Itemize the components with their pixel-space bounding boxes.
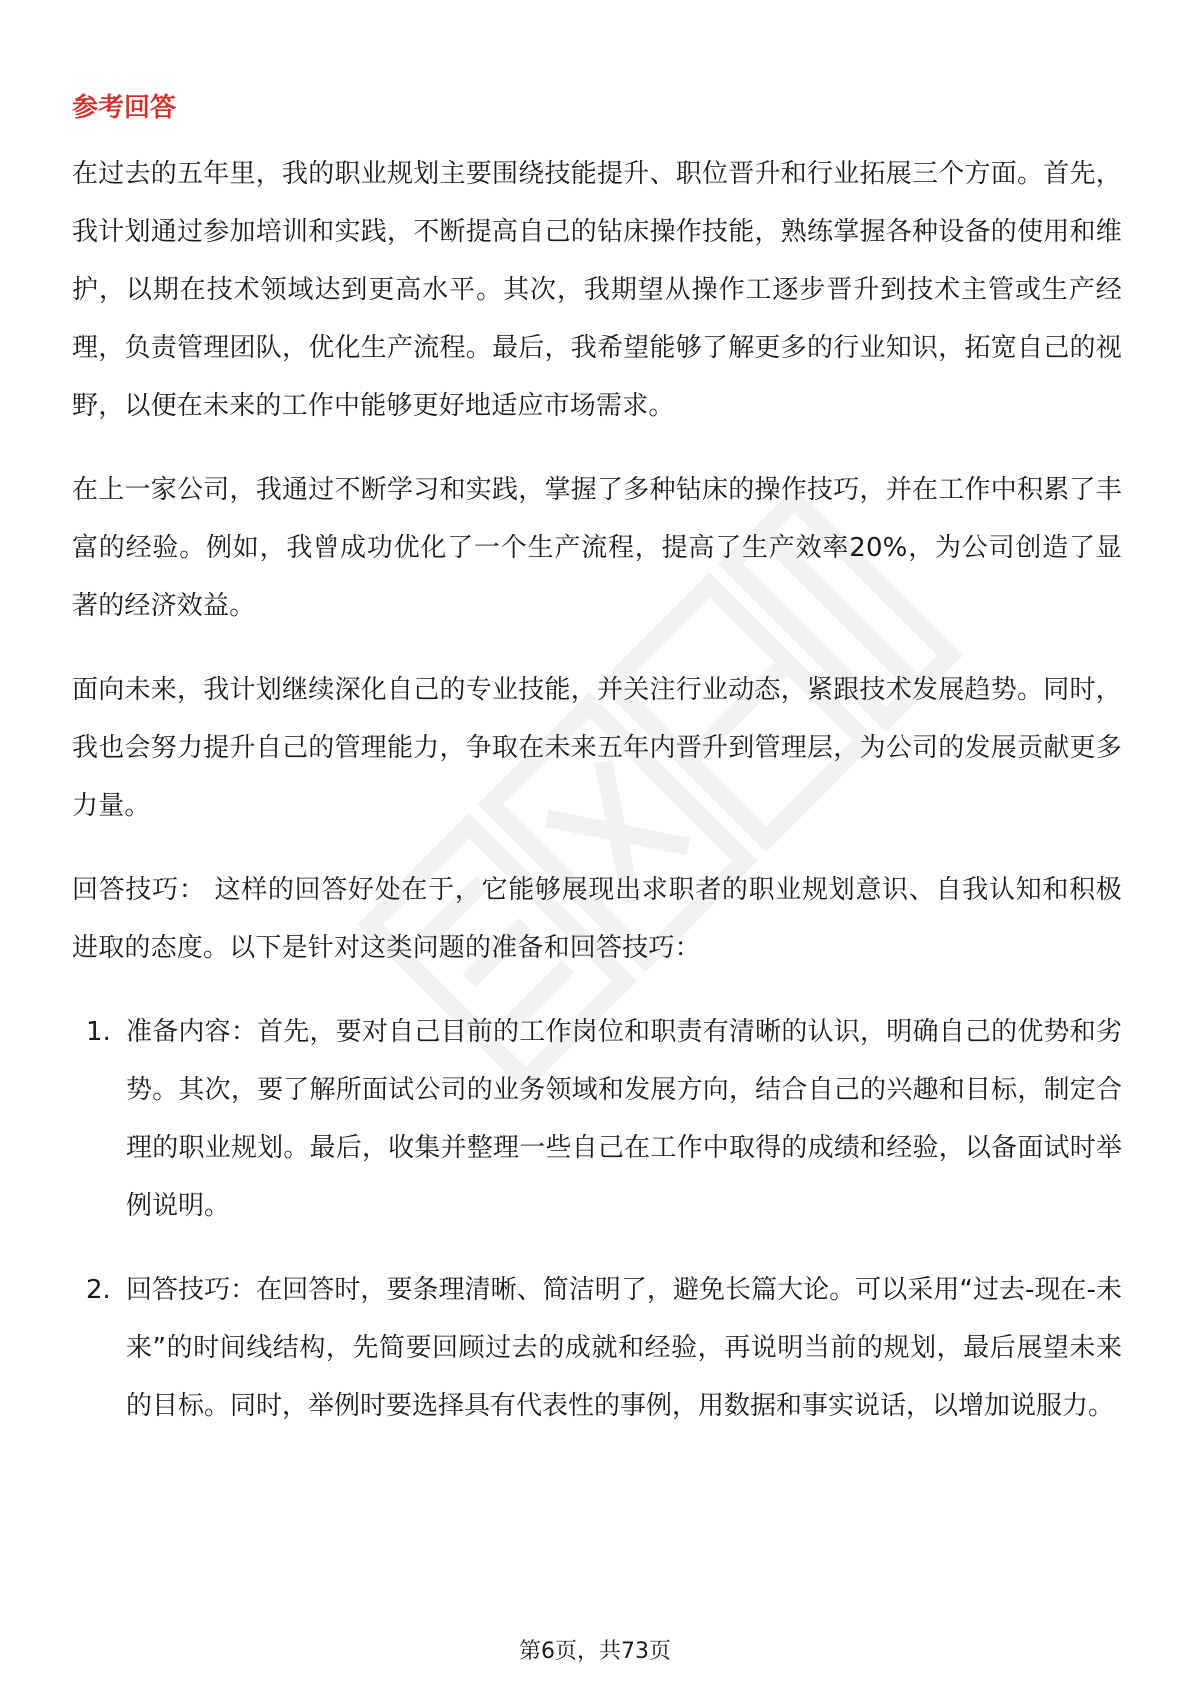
- main-content: [72, 88, 1122, 1461]
- answer-paragraph-3: 面向未来，我计划继续深化自己的专业技能，并关注行业动态，紧跟技术发展趋势。同时，我也会努力提升自己的管理能力，争取在未来五年内晋升到管理层，为公司的发展贡献更多力量。: [72, 675, 1122, 821]
- list-text: 回答技巧：在回答时，要条理清晰、简洁明了，避免长篇大论。可以采用“过去-现在-未来”的时间线结构，先简要回顾过去的成就和经验，再说明当前的规划，最后展望未来的目标。同时，举例时要选择具有代表性的事例，用数据和事实说话，以增加说服力。: [126, 1275, 1122, 1421]
- list-number: 2.: [86, 1275, 111, 1305]
- list-number: 1.: [86, 1017, 111, 1047]
- answer-paragraph-1: 在过去的五年里，我的职业规划主要围绕技能提升、职位晋升和行业拓展三个方面。首先，我计划通过参加培训和实践，不断提高自己的钻床操作技能，熟练掌握各种设备的使用和维护，以期在技术领域达到更高水平。其次，我期望从操作工逐步晋升到技术主管或生产经理，负责管理团队，优化生产流程。最后，我希望能够了解更多的行业知识，拓宽自己的视野，以便在未来的工作中能够更好地适应市场需求。: [72, 159, 1122, 421]
- list-item: [72, 1261, 1122, 1435]
- list-text: 准备内容：首先，要对自己目前的工作岗位和职责有清晰的认识，明确自己的优势和劣势。其次，要了解所面试公司的业务领域和发展方向，结合自己的兴趣和目标，制定合理的职业规划。最后，收集并整理一些自己在工作中取得的成绩和经验，以备面试时举例说明。: [126, 1017, 1122, 1221]
- tips-list: [72, 1003, 1122, 1435]
- answer-paragraph-2: 在上一家公司，我通过不断学习和实践，掌握了多种钻床的操作技巧，并在工作中积累了丰富的经验。例如，我曾成功优化了一个生产流程，提高了生产效率20%，为公司创造了显著的经济效益。: [72, 475, 1122, 621]
- list-item: [72, 1003, 1122, 1235]
- tips-intro-paragraph: 回答技巧： 这样的回答好处在于，它能够展现出求职者的职业规划意识、自我认知和积极进取的态度。以下是针对这类问题的准备和回答技巧：: [72, 875, 1123, 963]
- page-number: 第6页，共73页: [519, 1639, 671, 1664]
- section-heading: 参考回答: [72, 93, 177, 123]
